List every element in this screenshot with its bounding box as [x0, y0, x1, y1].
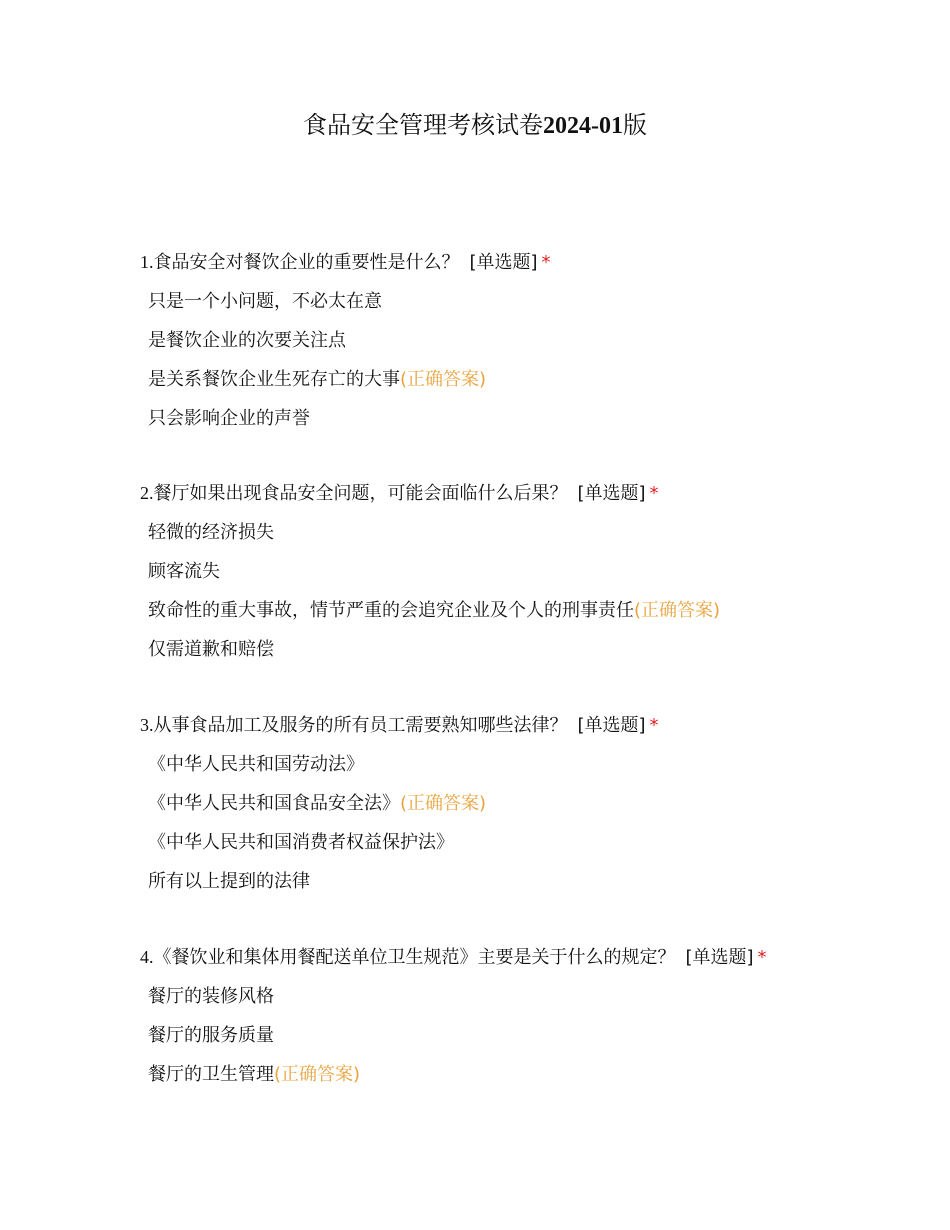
title-version: 2024-01: [543, 113, 623, 139]
question-2: [140, 481, 920, 677]
option-text: 顾客流失: [148, 561, 220, 582]
question-text: 《餐饮业和集体用餐配送单位卫生规范》主要是关于什么的规定？: [153, 947, 676, 968]
question-text: 从事食品加工及服务的所有员工需要熟知哪些法律？: [153, 715, 568, 736]
option-item[interactable]: [140, 599, 920, 623]
option-item[interactable]: [140, 368, 920, 392]
option-list: [140, 290, 920, 431]
question-type: [单选题]: [577, 483, 646, 504]
correct-answer-mark: (正确答案): [400, 369, 487, 390]
correct-answer-mark: (正确答案): [400, 793, 487, 814]
question-header: [140, 713, 920, 737]
title-suffix: 版: [623, 113, 647, 139]
option-list: [140, 985, 920, 1087]
required-mark: *: [649, 715, 659, 736]
option-text: 《中华人民共和国劳动法》: [148, 754, 364, 775]
question-number: 3.: [140, 715, 154, 735]
question-number: 4.: [140, 947, 154, 967]
option-item[interactable]: [140, 290, 920, 314]
option-item[interactable]: [140, 407, 920, 431]
option-item[interactable]: [140, 985, 920, 1009]
option-item[interactable]: [140, 1024, 920, 1048]
option-text: 餐厅的装修风格: [148, 986, 274, 1007]
option-text: 是餐饮企业的次要关注点: [148, 330, 346, 351]
option-item[interactable]: [140, 521, 920, 545]
question-number: 2.: [140, 483, 154, 503]
option-text: 只会影响企业的声誉: [148, 408, 310, 429]
option-text: 《中华人民共和国食品安全法》: [148, 793, 400, 814]
required-mark: *: [757, 947, 767, 968]
option-text: 轻微的经济损失: [148, 522, 274, 543]
option-item[interactable]: [140, 792, 920, 816]
option-item[interactable]: [140, 560, 920, 584]
option-text: 所有以上提到的法律: [148, 871, 310, 892]
option-item[interactable]: [140, 638, 920, 662]
question-header: [140, 481, 920, 505]
question-text: 食品安全对餐饮企业的重要性是什么？: [153, 252, 460, 273]
option-item[interactable]: [140, 329, 920, 353]
question-header: [140, 250, 920, 274]
correct-answer-mark: (正确答案): [274, 1064, 361, 1085]
option-item[interactable]: [140, 831, 920, 855]
question-header: [140, 945, 920, 969]
title-prefix: 食品安全管理考核试卷: [303, 113, 543, 139]
option-text: 只是一个小问题，不必太在意: [148, 291, 382, 312]
question-4: [140, 945, 920, 1102]
option-text: 餐厅的卫生管理: [148, 1064, 274, 1085]
option-item[interactable]: [140, 870, 920, 894]
question-type: [单选题]: [469, 252, 538, 273]
option-item[interactable]: [140, 1063, 920, 1087]
correct-answer-mark: (正确答案): [634, 600, 721, 621]
required-mark: *: [541, 252, 551, 273]
page-title: [0, 110, 950, 142]
option-text: 餐厅的服务质量: [148, 1025, 274, 1046]
option-list: [140, 521, 920, 662]
question-1: [140, 250, 920, 446]
question-type: [单选题]: [685, 947, 754, 968]
option-text: 仅需道歉和赔偿: [148, 639, 274, 660]
option-text: 致命性的重大事故，情节严重的会追究企业及个人的刑事责任: [148, 600, 634, 621]
option-item[interactable]: [140, 753, 920, 777]
question-3: [140, 713, 920, 909]
required-mark: *: [649, 483, 659, 504]
question-text: 餐厅如果出现食品安全问题，可能会面临什么后果？: [153, 483, 568, 504]
option-text: 《中华人民共和国消费者权益保护法》: [148, 832, 454, 853]
option-list: [140, 753, 920, 894]
question-number: 1.: [140, 252, 154, 272]
option-text: 是关系餐饮企业生死存亡的大事: [148, 369, 400, 390]
question-type: [单选题]: [577, 715, 646, 736]
